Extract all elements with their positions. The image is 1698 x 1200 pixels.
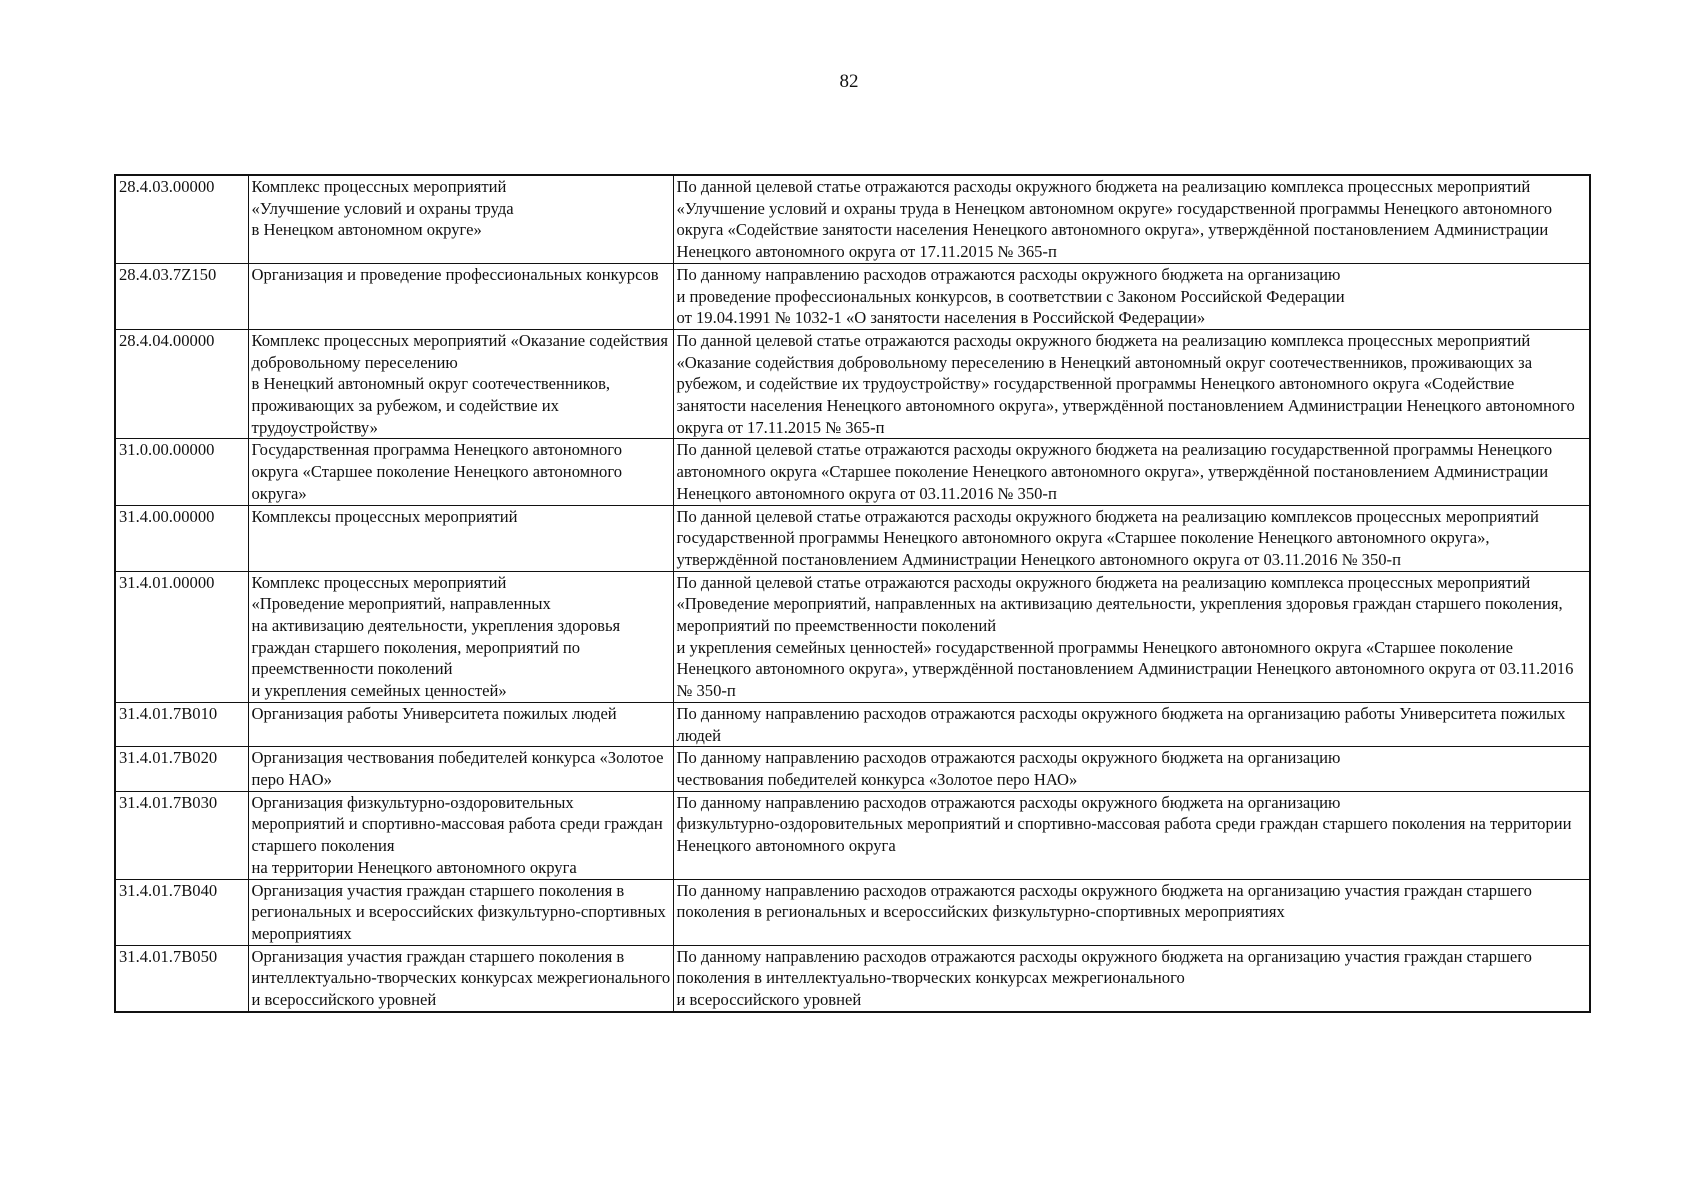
target-article-description: По данному направлению расходов отражаются расходы окружного бюджета на организацию физкультурно-оздоровительных мероприятий и спортивно-массовая работа среди граждан старшего поколения на территории Ненецкого автономного округа (673, 791, 1590, 879)
target-article-name: Комплексы процессных мероприятий (248, 505, 673, 571)
target-article-name: Организация чествования победителей конкурса «Золотое перо НАО» (248, 747, 673, 791)
page-number: 82 (839, 71, 859, 92)
table-row (115, 263, 1590, 329)
target-article-code: 31.4.01.7В050 (115, 945, 248, 1012)
target-article-description: По данной целевой статье отражаются расходы окружного бюджета на реализацию комплекса процессных мероприятий «Оказание содействия добровольному переселению в Ненецкий автономный округ соотечественников, проживающих за рубежом, и содействие их трудоустройству» государственной программы Ненецкого автономного округа «Содействие занятости населения Ненецкого автономного округа», утверждённой постановлением Администрации Ненецкого автономного округа от 17.11.2015 № 365-п (673, 329, 1590, 439)
target-article-description: По данной целевой статье отражаются расходы окружного бюджета на реализацию государственной программы Ненецкого автономного округа «Старшее поколение Ненецкого автономного округа», утверждённой постановлением Администрации Ненецкого автономного округа от 03.11.2016 № 350-п (673, 439, 1590, 505)
target-article-name: Комплекс процессных мероприятий «Проведение мероприятий, направленных на активизацию деятельности, укрепления здоровья граждан старшего поколения, мероприятий по преемственности поколений и укрепления семейных ценностей» (248, 571, 673, 702)
table-row (115, 791, 1590, 879)
target-article-description: По данной целевой статье отражаются расходы окружного бюджета на реализацию комплекса процессных мероприятий «Улучшение условий и охраны труда в Ненецком автономном округе» государственной программы Ненецкого автономного округа «Содействие занятости населения Ненецкого автономного округа», утверждённой постановлением Администрации Ненецкого автономного округа от 17.11.2015 № 365-п (673, 175, 1590, 263)
target-article-code: 28.4.03.00000 (115, 175, 248, 263)
target-article-name: Организация и проведение профессиональных конкурсов (248, 263, 673, 329)
target-article-description: По данному направлению расходов отражаются расходы окружного бюджета на организацию участия граждан старшего поколения в интеллектуально-творческих конкурсах межрегионального и всероссийского уровней (673, 945, 1590, 1012)
target-article-description: По данному направлению расходов отражаются расходы окружного бюджета на организацию участия граждан старшего поколения в региональных и всероссийских физкультурно-спортивных мероприятиях (673, 879, 1590, 945)
target-article-code: 31.4.01.7В010 (115, 702, 248, 746)
target-article-code: 31.4.00.00000 (115, 505, 248, 571)
target-article-name: Организация участия граждан старшего поколения в региональных и всероссийских физкультурно-спортивных мероприятиях (248, 879, 673, 945)
table-row (115, 571, 1590, 702)
target-article-code: 28.4.03.7Z150 (115, 263, 248, 329)
table-row (115, 747, 1590, 791)
target-article-name: Организация физкультурно-оздоровительных мероприятий и спортивно-массовая работа среди граждан старшего поколения на территории Ненецкого автономного округа (248, 791, 673, 879)
target-article-name: Комплекс процессных мероприятий «Оказание содействия добровольному переселению в Ненецкий автономный округ соотечественников, проживающих за рубежом, и содействие их трудоустройству» (248, 329, 673, 439)
target-article-name: Государственная программа Ненецкого автономного округа «Старшее поколение Ненецкого автономного округа» (248, 439, 673, 505)
table-row (115, 329, 1590, 439)
target-article-code: 31.4.01.7В020 (115, 747, 248, 791)
target-article-name: Организация участия граждан старшего поколения в интеллектуально-творческих конкурсах межрегионального и всероссийского уровней (248, 945, 673, 1012)
target-article-code: 31.4.01.7В030 (115, 791, 248, 879)
target-article-description: По данному направлению расходов отражаются расходы окружного бюджета на организацию и проведение профессиональных конкурсов, в соответствии с Законом Российской Федерации от 19.04.1991 № 1032-1 «О занятости населения в Российской Федерации» (673, 263, 1590, 329)
target-article-description: По данной целевой статье отражаются расходы окружного бюджета на реализацию комплекса процессных мероприятий «Проведение мероприятий, направленных на активизацию деятельности, укрепления здоровья граждан старшего поколения, мероприятий по преемственности поколений и укрепления семейных ценностей» государственной программы Ненецкого автономного округа «Старшее поколение Ненецкого автономного округа», утверждённой постановлением Администрации Ненецкого автономного округа от 03.11.2016 № 350-п (673, 571, 1590, 702)
target-article-code: 31.0.00.00000 (115, 439, 248, 505)
target-article-code: 28.4.04.00000 (115, 329, 248, 439)
budget-classification-table (114, 174, 1591, 1013)
table-row (115, 879, 1590, 945)
target-article-name: Комплекс процессных мероприятий «Улучшение условий и охраны труда в Ненецком автономном округе» (248, 175, 673, 263)
table-row (115, 175, 1590, 263)
table-row (115, 702, 1590, 746)
target-article-description: По данной целевой статье отражаются расходы окружного бюджета на реализацию комплексов процессных мероприятий государственной программы Ненецкого автономного округа «Старшее поколение Ненецкого автономного округа», утверждённой постановлением Администрации Ненецкого автономного округа от 03.11.2016 № 350-п (673, 505, 1590, 571)
target-article-code: 31.4.01.00000 (115, 571, 248, 702)
table-row (115, 505, 1590, 571)
target-article-code: 31.4.01.7В040 (115, 879, 248, 945)
target-article-name: Организация работы Университета пожилых людей (248, 702, 673, 746)
target-article-description: По данному направлению расходов отражаются расходы окружного бюджета на организацию работы Университета пожилых людей (673, 702, 1590, 746)
table-row (115, 945, 1590, 1012)
target-article-description: По данному направлению расходов отражаются расходы окружного бюджета на организацию чествования победителей конкурса «Золотое перо НАО» (673, 747, 1590, 791)
table-row (115, 439, 1590, 505)
